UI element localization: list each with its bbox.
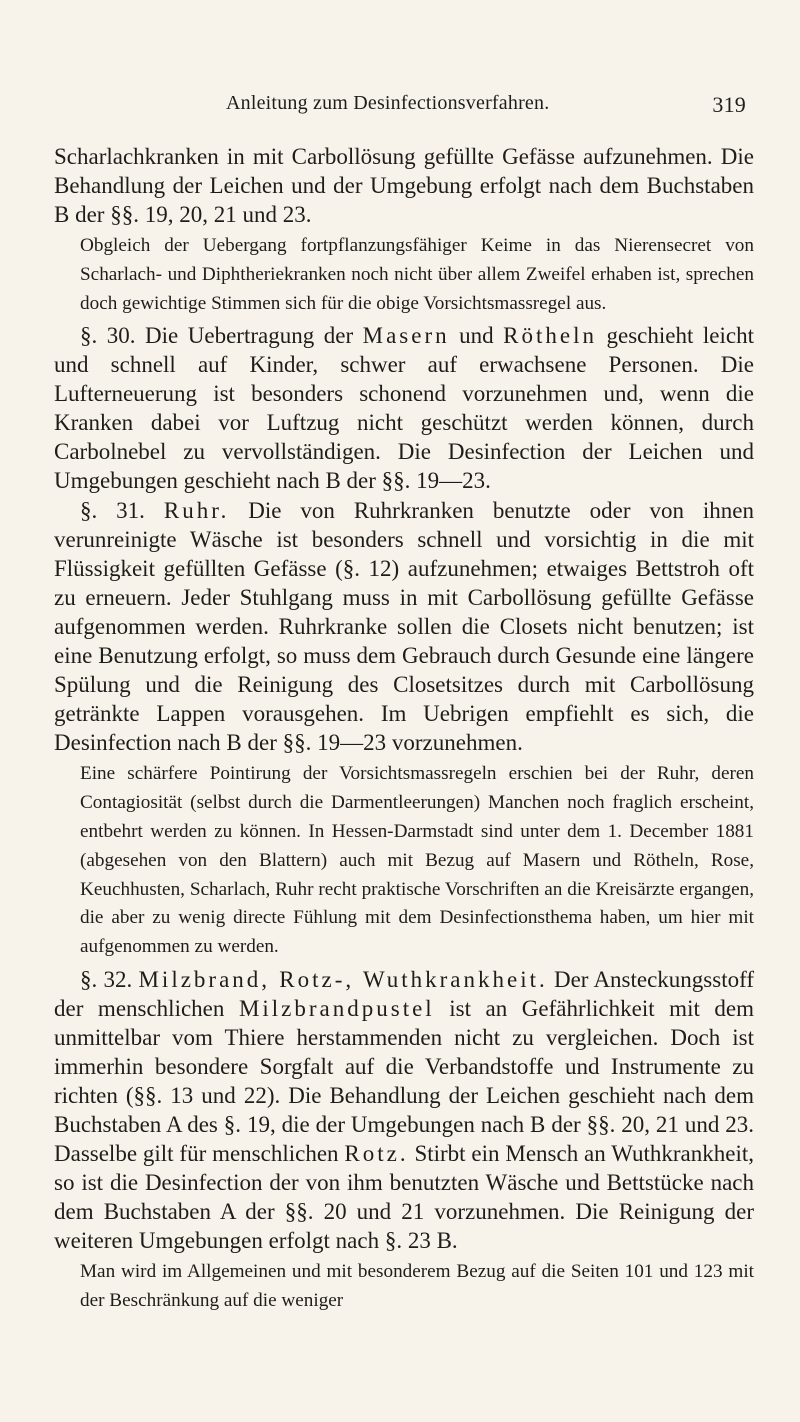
masern-und: und bbox=[449, 323, 504, 349]
section-31-prefix: §. 31. bbox=[80, 498, 164, 524]
ruhr-term: Ruhr. bbox=[163, 498, 230, 524]
paragraph-scharlach-continued: Scharlachkranken in mit Carbollösung gefüllte Gefässe aufzunehmen. Die Behandlung der Leichen und der Umgebung erfolgt nach dem Buchstaben B der §§. 19, 20, 21 und 23. bbox=[54, 144, 754, 227]
note-allgemeinen: Man wird im Allgemeinen und mit besonderem Bezug auf die Seiten 101 und 123 mit der Beschränkung auf die weniger bbox=[80, 1260, 754, 1311]
paragraph-masern-roetheln bbox=[54, 321, 754, 495]
note-scharlach: Obgleich der Uebergang fortpflanzungsfähiger Keime in das Nierensecret von Scharlach- und Diphtheriekranken noch nicht über allem Zweifel erhaben ist, sprechen doch gewichtige Stimmen sich für die obige Vorsichtsmassregel aus. bbox=[80, 235, 754, 314]
masern-term: Masern bbox=[362, 323, 450, 349]
section-30-prefix: §. 30. Die Uebertragung der bbox=[80, 323, 363, 349]
note-ruhr: Eine schärfere Pointirung der Vorsichtsmassregeln erschien bei der Ruhr, deren Contagiosität (selbst durch die Darmentleerungen) Manchen noch fraglich erscheint, entbehrt werden zu können. In Hessen-Darmstadt sind unter dem 1. December 1881 (abgesehen von den Blattern) auch mit Bezug auf Masern und Rötheln, Rose, Keuchhusten, Scharlach, Ruhr recht praktische Vorschriften an die Kreisärzte ergangen, die aber zu wenig directe Fühlung mit dem Desinfectionsthema haben, um hier mit aufgenommen zu werden. bbox=[80, 763, 754, 958]
rotz-term: Rotz. bbox=[344, 1140, 409, 1166]
section-30-text: geschieht leicht und schnell auf Kinder, schwer auf erwachsene Personen. Die Lufterneuerung ist besonders schonend vorzunehmen und, wenn die Kranken dabei vor Luftzug nicht geschützt werden können, durch Carbolnebel zu vervollständigen. Die Desinfection der Leichen und Umgebungen geschieht nach B der §§. 19—23. bbox=[54, 323, 754, 494]
section-31-text: Die von Ruhrkranken benutzte oder von ihnen verunreinigte Wäsche ist besonders schnell und vorsichtig in die mit Flüssigkeit gefüllten Gefässe (§. 12) aufzunehmen; etwaiges Bettstroh oft zu erneuern. Jeder Stuhlgang muss in mit Carbollösung gefüllte Gefässe aufgenommen werden. Ruhrkranke sollen die Closets nicht benutzen; ist eine Benutzung erfolgt, so muss dem Gebrauch durch Gesunde eine längere Spülung und die Reinigung des Closetsitzes durch mit Carbollösung getränkte Lappen vorausgehen. Im Uebrigen empfiehlt es sich, die Desinfection nach B der §§. 19—23 vorzunehmen. bbox=[54, 498, 754, 756]
roetheln-term: Rötheln bbox=[503, 323, 597, 349]
page-content bbox=[54, 142, 754, 1319]
milzbrandpustel-term: Milzbrandpustel bbox=[238, 995, 435, 1021]
section-32-text-b: ist an Gefährlichkeit mit dem unmittelbar vom Thiere herstammenden nicht zu vergleichen. Doch ist immerhin besondere Sorgfalt auf die Verbandstoffe und Instrumente zu richten (§§. 13 und 22). Die Behandlung der Leichen geschieht nach dem Buchstaben A des §. 19, die der Umgebungen nach B der §§. 20, 21 und 23. Dasselbe gilt für menschlichen bbox=[54, 995, 754, 1166]
paragraph-ruhr bbox=[54, 496, 754, 757]
paragraph-milzbrand bbox=[54, 965, 754, 1255]
section-32-prefix: §. 32. bbox=[80, 966, 139, 992]
milzbrand-heading: Milzbrand, Rotz-, Wuthkrankheit. bbox=[138, 966, 548, 992]
running-head bbox=[226, 92, 746, 122]
section-32-text-end: Stirbt ein Mensch an Wuthkrankheit, so ist die Desinfection der von ihm benutzten Wäsche und Bettstücke nach dem Buchstaben A der §§. 20 und 21 vorzunehmen. Die Reinigung der weiteren Umgebungen erfolgt nach §. 23 B. bbox=[54, 1140, 754, 1253]
running-title: Anleitung zum Desinfectionsverfahren. bbox=[226, 92, 550, 114]
section-32-text-a: Der Ansteckungsstoff der menschlichen bbox=[54, 966, 754, 1021]
page-number: 319 bbox=[712, 92, 746, 117]
